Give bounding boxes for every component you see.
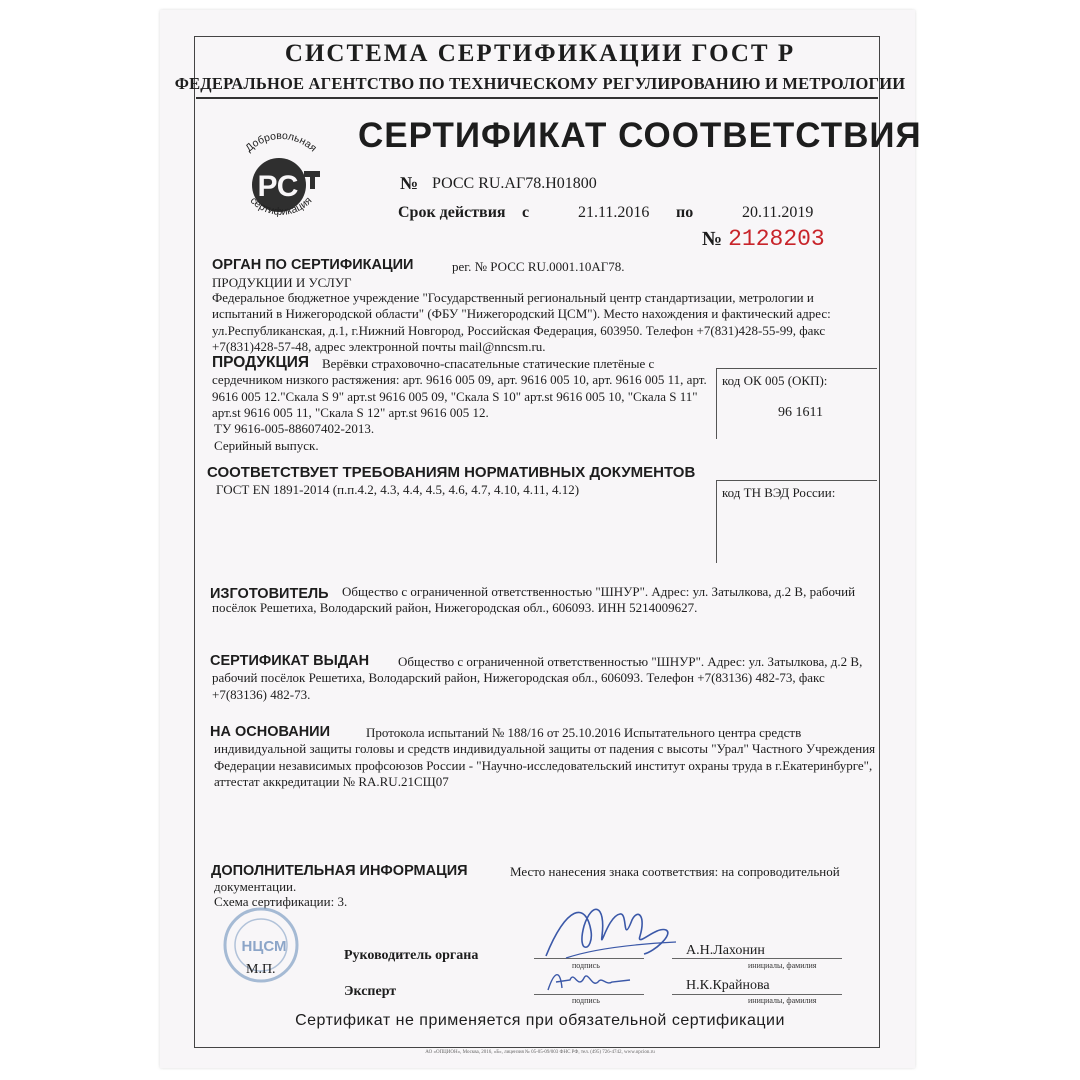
head-name: А.Н.Лахонин <box>686 943 765 958</box>
certificate-title: СЕРТИФИКАТ СООТВЕТСТВИЯ <box>358 116 922 155</box>
okp-label: код ОК 005 (ОКП): <box>722 373 828 388</box>
additional-info-text-3: Схема сертификации: 3. <box>214 894 348 909</box>
blank-number-label: № <box>702 228 723 250</box>
conformity-heading: СООТВЕТСТВУЕТ ТРЕБОВАНИЯМ НОРМАТИВНЫХ ДОКУМЕНТОВ <box>207 464 696 481</box>
from-label: с <box>522 204 530 221</box>
additional-info-heading: ДОПОЛНИТЕЛЬНАЯ ИНФОРМАЦИЯ <box>211 863 468 879</box>
to-date: 20.11.2019 <box>742 204 814 221</box>
fine-print: АО «ОПЦИОН», Москва, 2016, «Б», лицензия № 05-05-09/003 ФНС РФ, тел. (495) 726-4742, www.opcion.ru <box>425 1050 655 1055</box>
svg-text:Добровольная <box>243 130 319 155</box>
blank-number-value: 2128203 <box>728 226 825 252</box>
stamp-text: НЦСМ <box>241 938 287 955</box>
logo-bottom-text: сертификация <box>247 194 315 219</box>
validity-label: Срок действия <box>398 204 506 221</box>
certificate-number: РОСС RU.АГ78.Н01800 <box>432 175 597 192</box>
footer-note: Сертификат не применяется при обязательной сертификации <box>295 1012 785 1029</box>
head-label: Руководитель органа <box>344 948 479 963</box>
expert-name-caption: инициалы, фамилия <box>748 996 817 1005</box>
number-label: № <box>400 173 419 193</box>
basis-heading: НА ОСНОВАНИИ <box>210 724 331 740</box>
organ-subheading: ПРОДУКЦИИ И УСЛУГ <box>212 275 352 290</box>
expert-signature-caption: подпись <box>572 996 600 1005</box>
additional-info-text-1: Место нанесения знака соответствия: на сопроводительной <box>510 864 840 879</box>
expert-name: Н.К.Крайнова <box>686 978 770 993</box>
issued-heading: СЕРТИФИКАТ ВЫДАН <box>210 653 370 669</box>
blank-number <box>702 226 825 252</box>
expert-label: Эксперт <box>344 984 397 999</box>
product-heading: ПРОДУКЦИЯ <box>212 354 310 371</box>
voluntary-certification-logo <box>222 126 340 226</box>
tnved-label: код ТН ВЭД России: <box>722 485 836 500</box>
stamp-place-label: М.П. <box>246 962 276 977</box>
product-text: Верёвки страховочно-спасательные статические плетёные с сердечником низкого растяжения: арт. 9616 005 09, арт. 9616 005 10, арт. 9616 005 11, арт. 9616 005 12."Скала S 9" арт.st 9616 005 09, "Скала S 10" арт.st 9616 005 10, "Скала S 11" арт.st 9616 005 11, "Скала S 12" арт.st 9616 005 12. <box>212 356 707 420</box>
logo-top-text: Добровольная <box>243 129 319 155</box>
conformity-text: ГОСТ EN 1891-2014 (п.п.4.2, 4.3, 4.4, 4.5, 4.6, 4.7, 4.10, 4.11, 4.12) <box>216 482 580 497</box>
agency-name: ФЕДЕРАЛЬНОЕ АГЕНТСТВО ПО ТЕХНИЧЕСКОМУ РЕГУЛИРОВАНИЮ И МЕТРОЛОГИИ <box>174 74 906 93</box>
product-tu: ТУ 9616-005-88607402-2013. <box>214 421 375 436</box>
expert-name-line <box>672 994 842 995</box>
manufacturer-heading: ИЗГОТОВИТЕЛЬ <box>210 586 329 602</box>
from-date: 21.11.2016 <box>578 204 650 221</box>
organ-heading: ОРГАН ПО СЕРТИФИКАЦИИ <box>212 257 414 273</box>
okp-value: 96 1611 <box>778 405 823 420</box>
basis-text: Протокола испытаний № 188/16 от 25.10.2016 Испытательного центра средств индивидуальной защиты головы и средств индивидуальной защиты от падения с высоты "Урал" Частного Учреждения Федерации независимых профсоюзов России - "Научно-исследовательский институт охраны труда в г.Екатеринбурге", аттестат аккредитации № RA.RU.21СЩ07 <box>214 725 876 789</box>
manufacturer-text: Общество с ограниченной ответственностью "ШНУР". Адрес: ул. Затылкова, д.2 В, рабочий посёлок Решетиха, Володарский район, Нижегородская обл., 606093. ИНН 5214009627. <box>212 584 856 616</box>
organ-text: Федеральное бюджетное учреждение "Государственный региональный центр стандартизации, метрологии и испытаний в Нижегородской области" (ФБУ "Нижегородский ЦСМ"). Место нахождения и фактический адрес: ул.Республиканская, д.1, г.Нижний Новгород, Российская Федерация, 603950. Телефон +7(831)428-55-99, факс +7(831)428-57-48, адрес электронной почты mail@nncsm.ru. <box>212 290 831 354</box>
product-serial: Серийный выпуск. <box>214 438 319 453</box>
header-rule <box>196 97 878 99</box>
head-name-caption: инициалы, фамилия <box>748 961 817 970</box>
logo-letters: РС <box>257 170 299 203</box>
additional-info-text-2: документации. <box>214 879 297 894</box>
organ-registration: рег. № РОСС RU.0001.10АГ78. <box>452 259 625 274</box>
to-label: по <box>676 204 694 221</box>
system-title: СИСТЕМА СЕРТИФИКАЦИИ ГОСТ Р <box>284 40 796 67</box>
issued-text: Общество с ограниченной ответственностью "ШНУР". Адрес: ул. Затылкова, д.2 В, рабочий посёлок Решетиха, Володарский район, Нижегородская обл., 606093. Телефон +7(83136) 482-73, факс +7(83136) 482-73. <box>212 654 863 702</box>
head-signature-caption: подпись <box>572 961 600 970</box>
expert-signature-line <box>534 994 644 995</box>
head-name-line <box>672 958 842 959</box>
